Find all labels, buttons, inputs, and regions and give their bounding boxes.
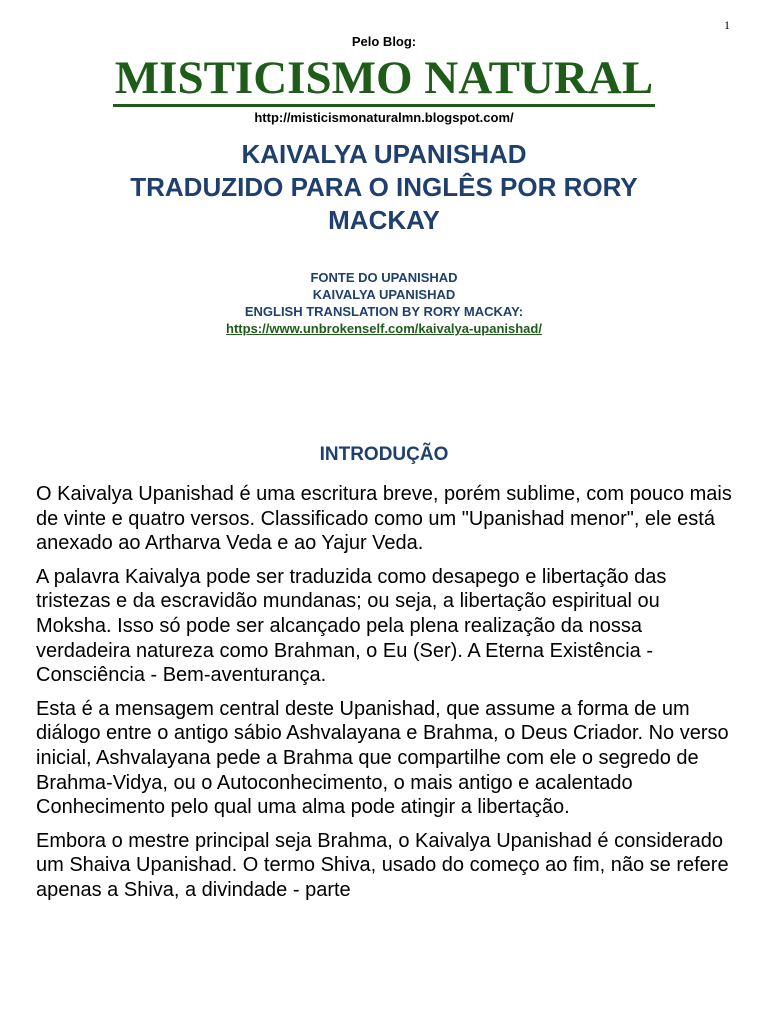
by-label: Pelo Blog: [351, 34, 417, 49]
title-line-2: TRADUZIDO PARA O INGLÊS POR RORY [130, 172, 638, 202]
blog-url: http://misticismonaturalmn.blogspot.com/ [254, 110, 514, 125]
blog-title: MISTICISMO NATURAL [113, 52, 655, 107]
blog-header [0, 34, 768, 126]
intro-body [36, 482, 736, 912]
paragraph: Esta é a mensagem central deste Upanishad, que assume a forma de um diálogo entre o antigo sábio Ashvalayana e Brahma, o Deus Criador. No verso inicial, Ashvalayana pede a Brahma que compartilhe com ele o segredo de Brahma-Vidya, ou o Autoconhecimento, o mais antigo e acalentado Conhecimento pelo qual uma alma pode atingir a libertação. [36, 697, 729, 819]
source-work: KAIVALYA UPANISHAD [312, 287, 456, 302]
source-block [0, 269, 768, 337]
paragraph: A palavra Kaivalya pode ser traduzida como desapego e libertação das tristezas e da escravidão mundanas; ou seja, a libertação espiritual ou Moksha. Isso só pode ser alcançado pela plena realização da nossa verdadeira natureza como Brahman, o Eu (Ser). A Eterna Existência - Consciência - Bem-aventurança. [36, 565, 667, 687]
source-translation: ENGLISH TRANSLATION BY RORY MACKAY: [244, 304, 524, 319]
source-link[interactable]: https://www.unbrokenself.com/kaivalya-upanishad/ [226, 321, 542, 336]
paragraph: O Kaivalya Upanishad é uma escritura breve, porém sublime, com pouco mais de vinte e quatro versos. Classificado como um "Upanishad menor", ele está anexado ao Artharva Veda e ao Yajur Veda. [36, 483, 732, 555]
paragraph: Embora o mestre principal seja Brahma, o Kaivalya Upanishad é considerado um Shaiva Upanishad. O termo Shiva, usado do começo ao fim, não se refere apenas a Shiva, a divindade - parte [36, 829, 729, 901]
title-line-3: MACKAY [328, 205, 440, 235]
title-line-1: KAIVALYA UPANISHAD [241, 139, 527, 169]
page-number: 1 [724, 18, 730, 32]
document-title [40, 138, 728, 237]
intro-heading: INTRODUÇÃO [319, 444, 449, 465]
source-label: FONTE DO UPANISHAD [310, 270, 458, 285]
